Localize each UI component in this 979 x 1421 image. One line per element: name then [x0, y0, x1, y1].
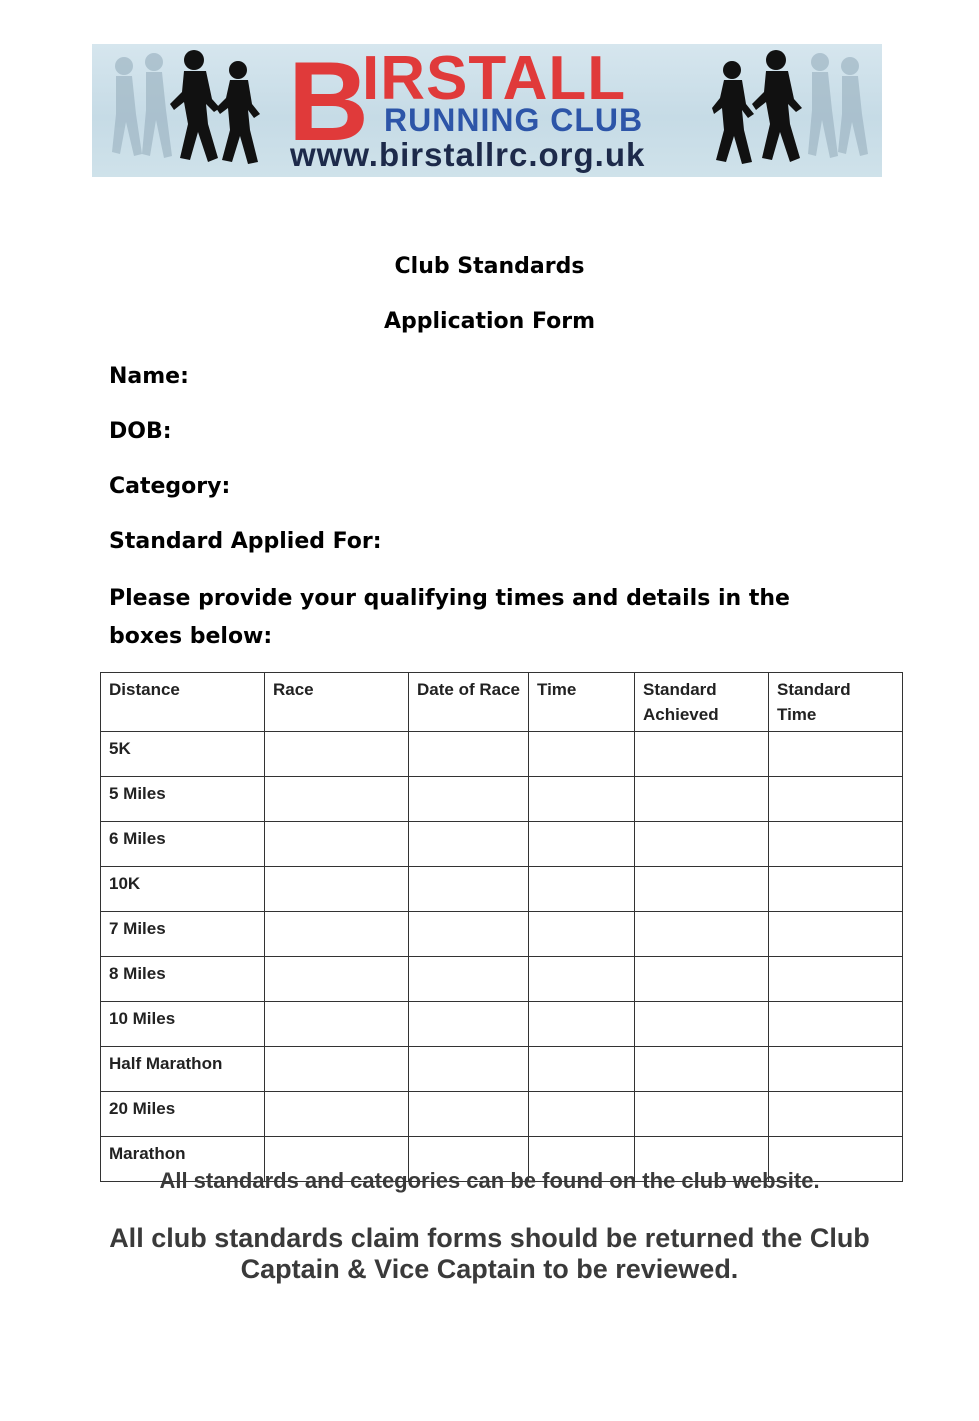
- instructions-text: Please provide your qualifying times and details in the boxes below:: [109, 586, 790, 649]
- distance-cell: 10 Miles: [101, 1002, 265, 1047]
- table-row: [101, 912, 903, 957]
- time-cell[interactable]: [529, 912, 635, 957]
- distance-cell: Half Marathon: [101, 1047, 265, 1092]
- qualifying-times-table: [100, 672, 903, 1182]
- race-cell[interactable]: [265, 1047, 409, 1092]
- standard-time-cell[interactable]: [769, 732, 903, 777]
- dob-label: DOB:: [109, 419, 172, 444]
- date-cell[interactable]: [409, 867, 529, 912]
- standard-achieved-cell[interactable]: [635, 822, 769, 867]
- standard-achieved-cell[interactable]: [635, 1002, 769, 1047]
- distance-cell: Marathon: [101, 1137, 265, 1182]
- standard-time-cell[interactable]: [769, 1092, 903, 1137]
- date-cell[interactable]: [409, 777, 529, 822]
- distance-cell: 7 Miles: [101, 912, 265, 957]
- time-cell[interactable]: [529, 867, 635, 912]
- time-cell[interactable]: [529, 1002, 635, 1047]
- time-cell[interactable]: [529, 822, 635, 867]
- date-cell[interactable]: [409, 1002, 529, 1047]
- header-distance: Distance: [101, 673, 265, 732]
- table-row: [101, 1002, 903, 1047]
- time-cell[interactable]: [529, 777, 635, 822]
- runners-silhouette-right-icon: [712, 44, 872, 177]
- logo-subtitle: RUNNING CLUB: [384, 102, 644, 138]
- standard-time-cell[interactable]: [769, 1047, 903, 1092]
- standard-time-cell[interactable]: [769, 777, 903, 822]
- header-time: Time: [529, 673, 635, 732]
- race-cell[interactable]: [265, 777, 409, 822]
- table-row: [101, 1092, 903, 1137]
- website-note: All standards and categories can be found on the club website.: [159, 1168, 820, 1193]
- header-standard-achieved: Standard Achieved: [635, 673, 769, 732]
- race-cell[interactable]: [265, 822, 409, 867]
- table-row: [101, 777, 903, 822]
- time-cell[interactable]: [529, 957, 635, 1002]
- table-row: [101, 822, 903, 867]
- table-row: [101, 957, 903, 1002]
- time-cell[interactable]: [529, 732, 635, 777]
- standard-applied-label: Standard Applied For:: [109, 529, 382, 554]
- date-cell[interactable]: [409, 912, 529, 957]
- header-standard-time: Standard Time: [769, 673, 903, 732]
- category-label: Category:: [109, 474, 231, 499]
- name-label: Name:: [109, 364, 189, 389]
- race-cell[interactable]: [265, 957, 409, 1002]
- header-date-of-race: Date of Race: [409, 673, 529, 732]
- logo-name: IRSTALL: [362, 44, 627, 113]
- distance-cell: 20 Miles: [101, 1092, 265, 1137]
- date-cell[interactable]: [409, 1092, 529, 1137]
- distance-cell: 5 Miles: [101, 777, 265, 822]
- standard-achieved-cell[interactable]: [635, 912, 769, 957]
- standard-time-cell[interactable]: [769, 867, 903, 912]
- distance-cell: 8 Miles: [101, 957, 265, 1002]
- standard-achieved-cell[interactable]: [635, 867, 769, 912]
- race-cell[interactable]: [265, 1002, 409, 1047]
- standard-achieved-cell[interactable]: [635, 1047, 769, 1092]
- race-cell[interactable]: [265, 732, 409, 777]
- standard-time-cell[interactable]: [769, 912, 903, 957]
- logo-initial: B: [288, 44, 367, 164]
- standard-achieved-cell[interactable]: [635, 957, 769, 1002]
- standard-time-cell[interactable]: [769, 957, 903, 1002]
- standard-achieved-cell[interactable]: [635, 732, 769, 777]
- race-cell[interactable]: [265, 912, 409, 957]
- distance-cell: 5K: [101, 732, 265, 777]
- time-cell[interactable]: [529, 1047, 635, 1092]
- header-race: Race: [265, 673, 409, 732]
- date-cell[interactable]: [409, 1047, 529, 1092]
- table-row: [101, 867, 903, 912]
- page-subtitle: Application Form: [383, 309, 595, 334]
- distance-cell: 6 Miles: [101, 822, 265, 867]
- standard-achieved-cell[interactable]: [635, 1092, 769, 1137]
- table-header-row: [101, 673, 903, 732]
- distance-cell: 10K: [101, 867, 265, 912]
- date-cell[interactable]: [409, 732, 529, 777]
- page-title: Club Standards: [394, 254, 585, 279]
- runners-silhouette-left-icon: [102, 44, 262, 177]
- standard-achieved-cell[interactable]: [635, 777, 769, 822]
- table-row: [101, 732, 903, 777]
- club-banner: [92, 44, 882, 177]
- logo-website: www.birstallrc.org.uk: [290, 136, 646, 173]
- return-instructions: All club standards claim forms should be returned the Club Captain & Vice Captain to be reviewed.: [109, 1223, 870, 1284]
- race-cell[interactable]: [265, 1092, 409, 1137]
- table-row: [101, 1047, 903, 1092]
- standard-time-cell[interactable]: [769, 822, 903, 867]
- date-cell[interactable]: [409, 957, 529, 1002]
- standard-time-cell[interactable]: [769, 1002, 903, 1047]
- time-cell[interactable]: [529, 1092, 635, 1137]
- race-cell[interactable]: [265, 867, 409, 912]
- date-cell[interactable]: [409, 822, 529, 867]
